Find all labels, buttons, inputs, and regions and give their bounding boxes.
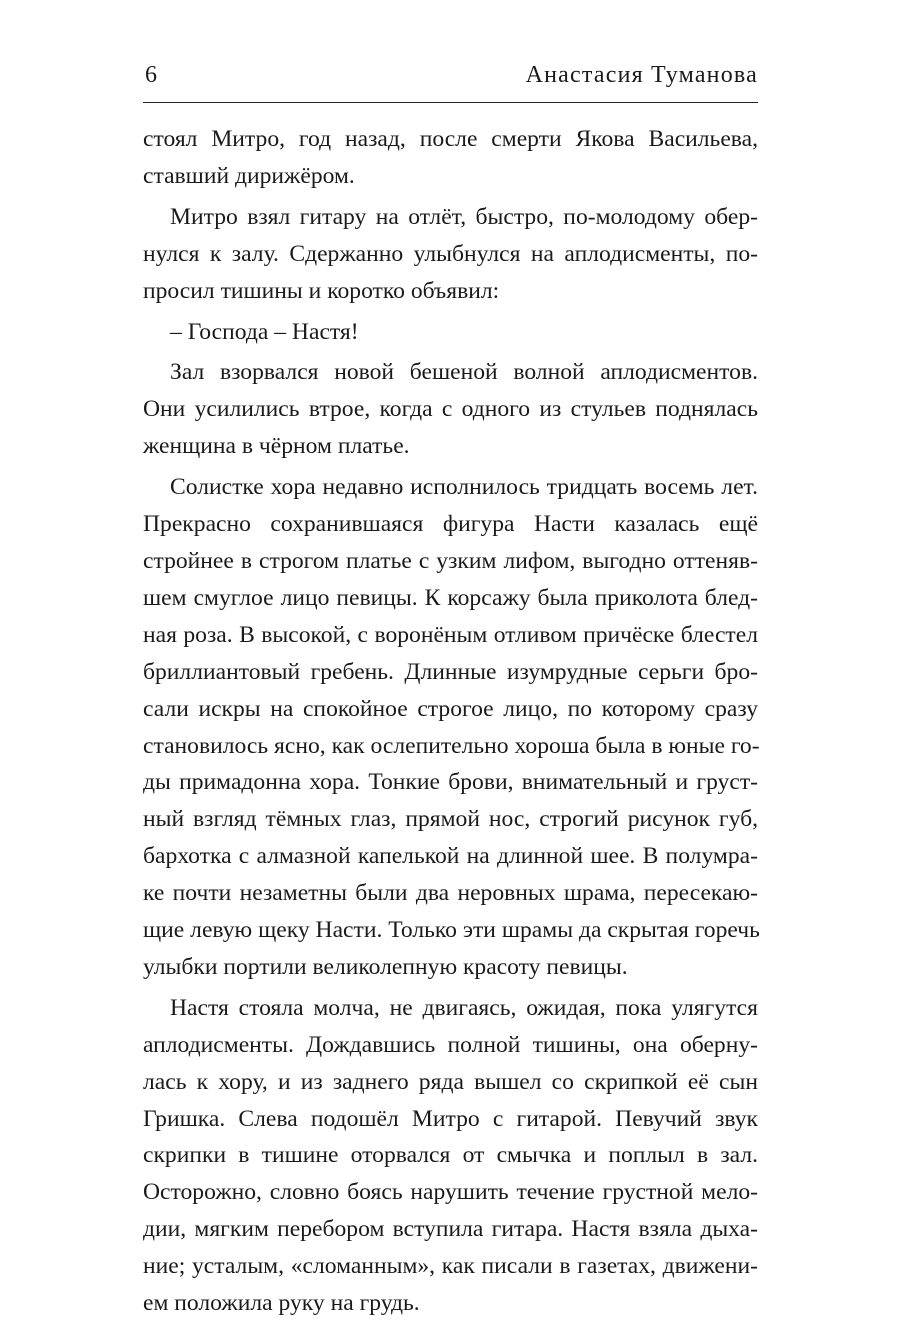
text-line: дии, мягким перебором вступила гитара. Настя взяла дыха- bbox=[143, 1216, 758, 1243]
text-line: шем смуглое лицо певицы. К корсажу была приколота блед- bbox=[143, 584, 758, 611]
author-name: Анастасия Туманова bbox=[525, 62, 758, 88]
book-page bbox=[143, 62, 758, 1326]
text-line: улыбки портили великолепную красоту певицы. bbox=[143, 953, 628, 980]
page-number: 6 bbox=[145, 62, 158, 88]
text-line: ке почти незаметны были два неровных шрама, пересекаю- bbox=[143, 880, 758, 907]
text-line: сали искры на спокойное строгое лицо, по которому сразу bbox=[143, 695, 758, 722]
text-line: бархотка с алмазной капелькой на длинной шее. В полумра- bbox=[143, 843, 758, 870]
text-line: Прекрасно сохранившаяся фигура Насти казалась ещё bbox=[143, 511, 758, 538]
text-line: ем положила руку на грудь. bbox=[143, 1290, 420, 1317]
text-line: ды примадонна хора. Тонкие брови, внимательный и груст- bbox=[143, 769, 758, 796]
text-line: бриллиантовый гребень. Длинные изумрудные серьги бро- bbox=[143, 658, 758, 685]
paragraph-4 bbox=[143, 354, 758, 465]
text-line: Гришка. Слева подошёл Митро с гитарой. Певучий звук bbox=[143, 1105, 758, 1132]
text-line: Настя стояла молча, не двигаясь, ожидая, пока улягутся bbox=[170, 994, 758, 1021]
text-line: Зал взорвался новой бешеной волной аплодисментов. bbox=[170, 359, 758, 386]
running-header bbox=[143, 62, 758, 103]
text-line: ный взгляд тёмных глаз, прямой нос, строгий рисунок губ, bbox=[143, 806, 758, 833]
text-line: Солистке хора недавно исполнилось тридцать восемь лет. bbox=[170, 474, 758, 501]
text-line: ная роза. В высокой, с воронёным отливом причёске блестел bbox=[143, 621, 758, 648]
paragraph-2 bbox=[143, 199, 758, 310]
paragraph-6 bbox=[143, 990, 758, 1322]
body-text bbox=[143, 121, 758, 1322]
text-line: нулся к залу. Сдержанно улыбнулся на аплодисменты, по- bbox=[143, 240, 758, 267]
paragraph-5 bbox=[143, 469, 758, 986]
text-line: Они усилились втрое, когда с одного из стульев поднялась bbox=[143, 396, 758, 423]
text-line: аплодисменты. Дождавшись полной тишины, она оберну- bbox=[143, 1031, 758, 1058]
text-line: ставший дирижёром. bbox=[143, 162, 355, 189]
text-line: просил тишины и коротко объявил: bbox=[143, 277, 500, 304]
paragraph-3 bbox=[143, 314, 758, 351]
text-line: – Господа – Настя! bbox=[170, 318, 359, 345]
text-line: скрипки в тишине оторвался от смычка и поплыл в зал. bbox=[143, 1142, 758, 1169]
text-line: стоял Митро, год назад, после смерти Якова Васильева, bbox=[143, 126, 758, 152]
text-line: женщина в чёрном платье. bbox=[143, 433, 410, 460]
paragraph-1 bbox=[143, 121, 758, 195]
text-line: стройнее в строгом платье с узким лифом, выгодно оттеняв- bbox=[143, 547, 758, 574]
text-line: ние; усталым, «сломанным», как писали в газетах, движени- bbox=[143, 1253, 758, 1280]
text-line: становилось ясно, как ослепительно хороша была в юные го- bbox=[143, 732, 760, 759]
text-line: Осторожно, словно боясь нарушить течение грустной мело- bbox=[143, 1179, 758, 1206]
text-line: щие левую щеку Насти. Только эти шрамы да скрытая горечь bbox=[143, 917, 760, 944]
text-line: лась к хору, и из заднего ряда вышел со скрипкой её сын bbox=[143, 1068, 758, 1095]
text-line: Митро взял гитару на отлёт, быстро, по-молодому обер- bbox=[170, 203, 758, 230]
